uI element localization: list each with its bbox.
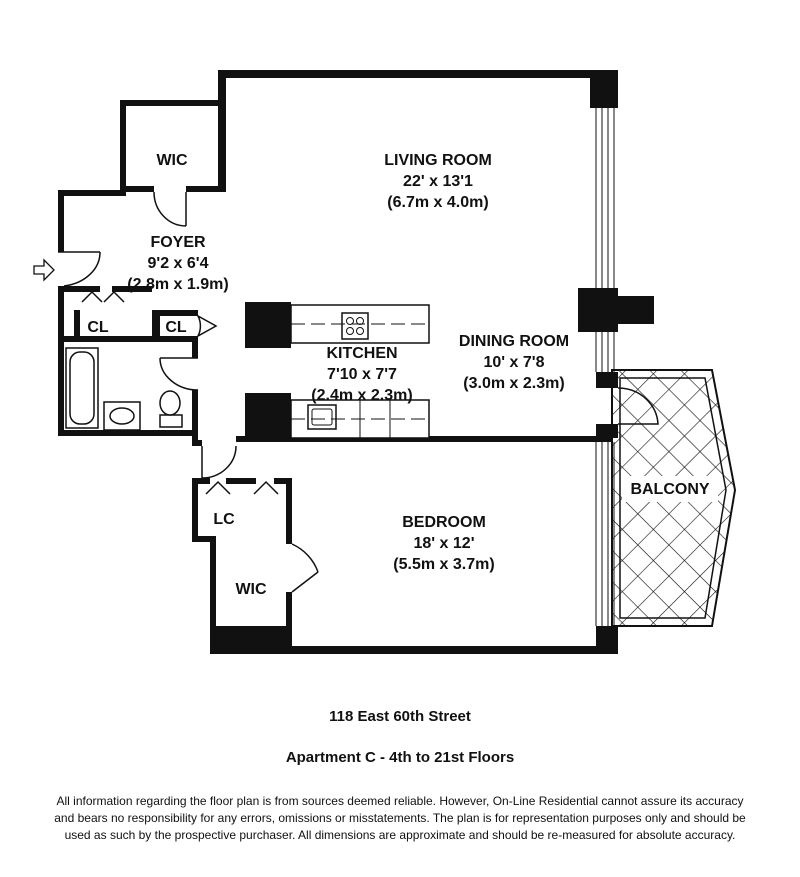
apartment-title: Apartment C - 4th to 21st Floors bbox=[285, 749, 515, 766]
disclaimer-line: used as such by the prospective purchaser. All dimensions are approximate and should be re-measured for absolute accuracy. bbox=[64, 828, 736, 842]
disclaimer-line: All information regarding the floor plan is from sources deemed reliable. However, On-Line Residential cannot assure its accuracy bbox=[56, 794, 744, 808]
bathtub-icon bbox=[66, 348, 98, 428]
toilet-icon bbox=[160, 391, 182, 427]
wic-top-label: WIC bbox=[156, 152, 188, 169]
building-address: 118 East 60th Street bbox=[329, 708, 471, 725]
cl-right-label: CL bbox=[165, 319, 187, 336]
entry-arrow-icon bbox=[34, 260, 54, 280]
lc-label: LC bbox=[213, 511, 235, 528]
dining-room-label: DINING ROOM 10' x 7'8 (3.0m x 2.3m) bbox=[458, 333, 570, 392]
disclaimer-line: and bears no responsibility for any errors, omissions or misstatements. The plan is for representation purposes only and should be bbox=[54, 811, 746, 825]
living-room-label: LIVING ROOM 22' x 13'1 (6.7m x 4.0m) bbox=[384, 152, 492, 211]
disclaimer bbox=[20, 793, 780, 844]
foyer-label: FOYER 9'2 x 6'4 (2.8m x 1.9m) bbox=[127, 234, 229, 293]
kitchen-label: KITCHEN 7'10 x 7'7 (2.4m x 2.3m) bbox=[311, 345, 413, 404]
wic-bottom-label: WIC bbox=[235, 581, 267, 598]
balcony-label: BALCONY bbox=[630, 481, 710, 498]
cl-left-label: CL bbox=[87, 319, 109, 336]
bedroom-label: BEDROOM 18' x 12' (5.5m x 3.7m) bbox=[393, 514, 495, 573]
bath-sink-icon bbox=[104, 402, 140, 430]
